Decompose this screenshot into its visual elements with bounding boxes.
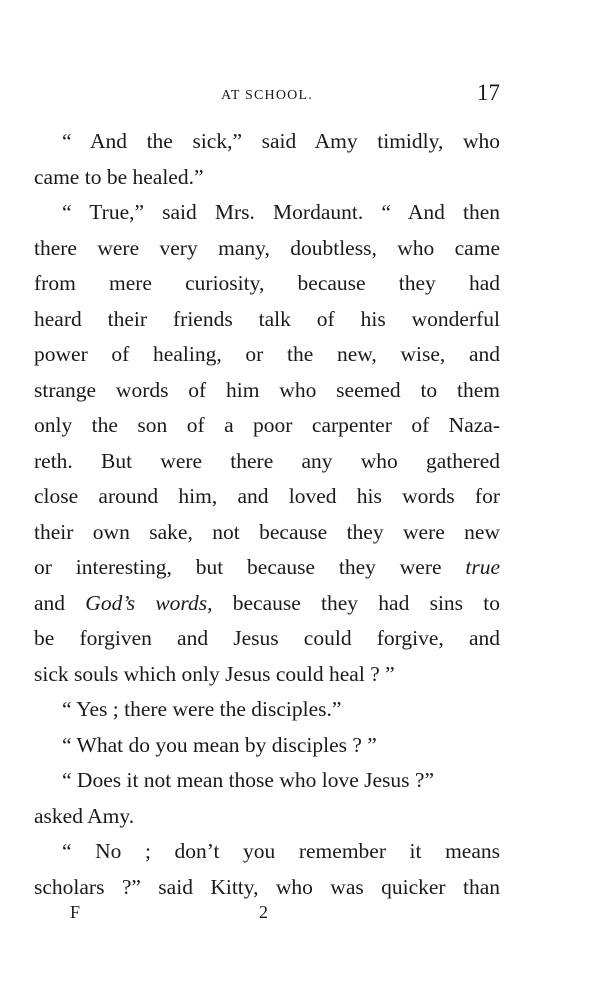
- text-segment: because they had sins to: [232, 590, 501, 615]
- text-line: be forgiven and Jesus could forgive, and: [34, 626, 500, 650]
- text-line: reth. But were there any who gathered: [34, 448, 500, 473]
- text-line: their own sake, not because they were new: [34, 519, 500, 544]
- text-line: only the son of a poor carpenter of Naza-: [34, 413, 500, 437]
- text-line: strange words of him who seemed to them: [34, 377, 500, 402]
- text-line: came to be healed.”: [34, 164, 204, 189]
- text-line: “ Does it not mean those who love Jesus ?”: [62, 768, 434, 792]
- text-line: scholars ?” said Kitty, who was quicker than: [34, 874, 500, 899]
- text-line: power of healing, or the new, wise, and: [34, 342, 500, 366]
- text-line: “ What do you mean by disciples ? ”: [62, 732, 377, 757]
- signature-number: 2: [259, 902, 268, 922]
- text-line: there were very many, doubtless, who came: [34, 235, 500, 260]
- page-number: 17: [477, 80, 500, 105]
- text-line: “ Yes ; there were the disciples.”: [62, 697, 342, 721]
- italic-phrase: God’s words,: [85, 590, 213, 615]
- text-line: from mere curiosity, because they had: [34, 271, 500, 295]
- running-title: AT SCHOOL.: [221, 88, 313, 103]
- text-segment: or interesting, but because they were: [34, 555, 442, 579]
- text-line: sick souls which only Jesus could heal ? ”: [34, 661, 395, 686]
- body-text: [34, 124, 500, 905]
- running-head: [34, 78, 500, 112]
- text-line: close around him, and loved his words for: [34, 484, 500, 508]
- text-line: [34, 586, 500, 622]
- text-line: “ True,” said Mrs. Mordaunt. “ And then: [62, 200, 500, 224]
- signature-letter: F: [70, 902, 81, 922]
- text-segment: and: [34, 590, 66, 615]
- text-line: asked Amy.: [34, 803, 135, 828]
- text-line: [34, 550, 500, 586]
- italic-word: true: [465, 555, 501, 579]
- page-footer: [34, 900, 500, 930]
- text-line: “ No ; don’t you remember it means: [62, 839, 500, 863]
- text-line: heard their friends talk of his wonderful: [34, 306, 500, 331]
- text-line: “ And the sick,” said Amy timidly, who: [62, 129, 500, 153]
